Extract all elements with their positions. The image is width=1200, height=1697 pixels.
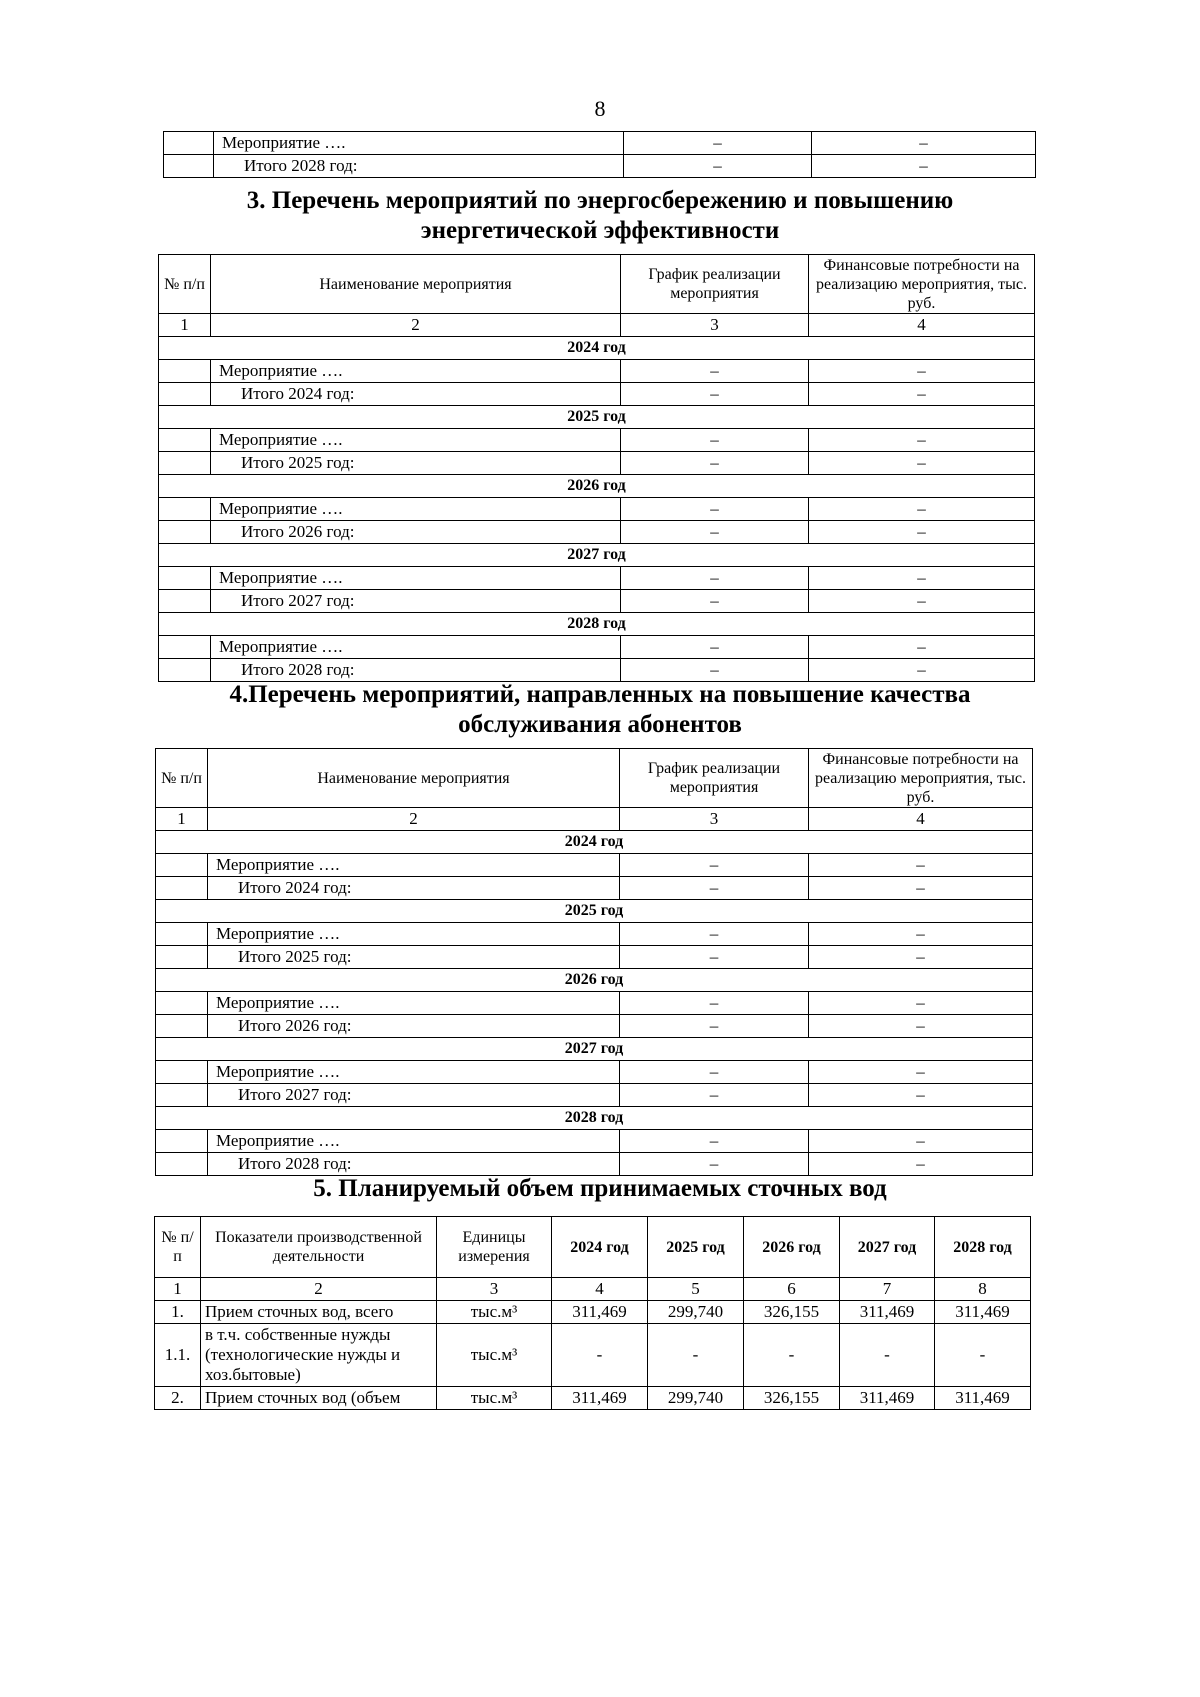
total-row: [156, 877, 1033, 900]
schedule-cell: –: [620, 854, 809, 877]
col-number: 4: [809, 314, 1035, 337]
total-row: [159, 521, 1035, 544]
col-number: 3: [437, 1278, 552, 1301]
value-cell: 311,469: [840, 1387, 935, 1410]
finance-cell: –: [809, 1015, 1033, 1038]
table-row: [159, 567, 1035, 590]
section3-title-line1: 3. Перечень мероприятий по энергосбережению и повышению: [246, 187, 954, 214]
event-name-cell: Мероприятие ….: [211, 498, 621, 521]
total-row: [159, 383, 1035, 406]
header-finance: Финансовые потребности на реализацию мероприятия, тыс. руб.: [809, 749, 1033, 808]
num-cell: [164, 132, 214, 155]
total-row: [159, 452, 1035, 475]
header-name: Наименование мероприятия: [211, 255, 621, 314]
col-number: 2: [211, 314, 621, 337]
table-row: [164, 132, 1036, 155]
schedule-cell: –: [620, 1015, 809, 1038]
year-label: 2024 год: [156, 831, 1033, 854]
event-name-cell: Мероприятие ….: [211, 360, 621, 383]
value-cell: 299,740: [648, 1301, 744, 1324]
table-row: [159, 498, 1035, 521]
event-name-cell: Мероприятие ….: [208, 992, 620, 1015]
schedule-cell: –: [621, 452, 809, 475]
event-name-cell: Мероприятие ….: [211, 636, 621, 659]
total-name-cell: Итого 2028 год:: [214, 155, 624, 178]
finance-cell: –: [809, 452, 1035, 475]
total-name-cell: Итого 2024 год:: [208, 877, 620, 900]
value-cell: -: [840, 1324, 935, 1387]
schedule-cell: –: [620, 1130, 809, 1153]
num-cell: [156, 1015, 208, 1038]
header-year-2026: 2026 год: [744, 1217, 840, 1278]
year-label: 2027 год: [159, 544, 1035, 567]
header-schedule: График реализации мероприятия: [621, 255, 809, 314]
total-name-cell: Итого 2026 год:: [208, 1015, 620, 1038]
finance-cell: –: [809, 923, 1033, 946]
schedule-cell: –: [620, 992, 809, 1015]
year-label: 2024 год: [159, 337, 1035, 360]
col-number: 7: [840, 1278, 935, 1301]
num-cell: [159, 383, 211, 406]
num-cell: [159, 429, 211, 452]
col-number: 4: [809, 808, 1033, 831]
schedule-cell: –: [620, 946, 809, 969]
finance-cell: –: [809, 946, 1033, 969]
num-cell: [159, 636, 211, 659]
event-name-cell: Мероприятие ….: [208, 1061, 620, 1084]
year-row: [156, 1038, 1033, 1061]
table-row: [156, 1130, 1033, 1153]
event-name-cell: Мероприятие ….: [208, 1130, 620, 1153]
column-number-row: [156, 808, 1033, 831]
section4-title-line1: 4.Перечень мероприятий, направленных на повышение качества: [229, 681, 971, 708]
section4-title: [0, 680, 1200, 740]
section3-table: [158, 254, 1035, 682]
event-name-cell: Мероприятие ….: [208, 854, 620, 877]
total-name-cell: Итого 2025 год:: [208, 946, 620, 969]
year-row: [156, 831, 1033, 854]
col-number: 1: [159, 314, 211, 337]
schedule-cell: –: [621, 429, 809, 452]
year-row: [156, 969, 1033, 992]
header-year-2027: 2027 год: [840, 1217, 935, 1278]
num-cell: [156, 1061, 208, 1084]
value-cell: -: [744, 1324, 840, 1387]
header-num: № п/п: [156, 749, 208, 808]
schedule-cell: –: [624, 155, 812, 178]
year-label: 2028 год: [156, 1107, 1033, 1130]
year-row: [159, 475, 1035, 498]
table-row: [159, 636, 1035, 659]
schedule-cell: –: [620, 877, 809, 900]
top-fragment-table: [163, 131, 1036, 178]
col-number: 8: [935, 1278, 1031, 1301]
year-row: [159, 406, 1035, 429]
schedule-cell: –: [621, 659, 809, 682]
schedule-cell: –: [620, 1061, 809, 1084]
value-cell: -: [648, 1324, 744, 1387]
section5-title-text: 5. Планируемый объем принимаемых сточных вод: [313, 1175, 887, 1202]
unit-cell: тыс.м³: [437, 1387, 552, 1410]
schedule-cell: –: [621, 521, 809, 544]
total-name-cell: Итого 2024 год:: [211, 383, 621, 406]
col-number: 1: [156, 808, 208, 831]
total-row: [156, 946, 1033, 969]
finance-cell: –: [809, 521, 1035, 544]
value-cell: 299,740: [648, 1387, 744, 1410]
section4-title-line2: обслуживания абонентов: [458, 711, 742, 738]
table-row: [155, 1387, 1031, 1410]
col-number: 3: [620, 808, 809, 831]
num-cell: [159, 590, 211, 613]
total-row: [156, 1015, 1033, 1038]
num-cell: [156, 854, 208, 877]
year-row: [159, 337, 1035, 360]
num-cell: [159, 659, 211, 682]
value-cell: -: [552, 1324, 648, 1387]
col-number: 5: [648, 1278, 744, 1301]
total-row: [156, 1153, 1033, 1176]
finance-cell: –: [809, 659, 1035, 682]
section5-title: [0, 1174, 1200, 1204]
finance-cell: –: [809, 992, 1033, 1015]
schedule-cell: –: [620, 923, 809, 946]
table-row: [156, 1061, 1033, 1084]
value-cell: 326,155: [744, 1301, 840, 1324]
col-number: 1: [155, 1278, 201, 1301]
indicator-cell: в т.ч. собственные нужды (технологические нужды и хоз.бытовые): [201, 1324, 437, 1387]
schedule-cell: –: [620, 1153, 809, 1176]
col-number: 3: [621, 314, 809, 337]
header-row: [155, 1217, 1031, 1278]
finance-cell: –: [809, 567, 1035, 590]
col-number: 2: [208, 808, 620, 831]
column-number-row: [155, 1278, 1031, 1301]
column-number-row: [159, 314, 1035, 337]
finance-cell: –: [809, 1130, 1033, 1153]
schedule-cell: –: [620, 1084, 809, 1107]
finance-cell: –: [809, 877, 1033, 900]
year-row: [156, 900, 1033, 923]
num-cell: [159, 452, 211, 475]
header-indicator: Показатели производственной деятельности: [201, 1217, 437, 1278]
schedule-cell: –: [621, 360, 809, 383]
header-num: № п/п: [159, 255, 211, 314]
year-label: 2027 год: [156, 1038, 1033, 1061]
header-num: № п/п: [155, 1217, 201, 1278]
num-cell: [156, 877, 208, 900]
num-cell: [156, 923, 208, 946]
value-cell: 311,469: [840, 1301, 935, 1324]
schedule-cell: –: [621, 567, 809, 590]
table-row: [159, 360, 1035, 383]
num-cell: [156, 1084, 208, 1107]
year-label: 2025 год: [159, 406, 1035, 429]
event-name-cell: Мероприятие ….: [214, 132, 624, 155]
table-row: [155, 1324, 1031, 1387]
year-label: 2026 год: [156, 969, 1033, 992]
num-cell: [156, 992, 208, 1015]
event-name-cell: Мероприятие ….: [211, 429, 621, 452]
section5-table: [154, 1216, 1031, 1410]
table-row: [156, 854, 1033, 877]
header-name: Наименование мероприятия: [208, 749, 620, 808]
num-cell: 1.: [155, 1301, 201, 1324]
header-year-2025: 2025 год: [648, 1217, 744, 1278]
finance-cell: –: [809, 429, 1035, 452]
num-cell: [159, 498, 211, 521]
value-cell: 326,155: [744, 1387, 840, 1410]
event-name-cell: Мероприятие ….: [208, 923, 620, 946]
page-number: 8: [594, 96, 606, 121]
header-year-2024: 2024 год: [552, 1217, 648, 1278]
num-cell: [156, 946, 208, 969]
header-unit: Единицы измерения: [437, 1217, 552, 1278]
indicator-cell: Прием сточных вод, всего: [201, 1301, 437, 1324]
finance-cell: –: [812, 132, 1036, 155]
schedule-cell: –: [621, 636, 809, 659]
finance-cell: –: [809, 1084, 1033, 1107]
header-finance: Финансовые потребности на реализацию мероприятия, тыс. руб.: [809, 255, 1035, 314]
schedule-cell: –: [621, 498, 809, 521]
total-name-cell: Итого 2028 год:: [211, 659, 621, 682]
section4-table: [155, 748, 1033, 1176]
year-row: [159, 613, 1035, 636]
section3-title: [0, 186, 1200, 246]
total-row: [159, 659, 1035, 682]
finance-cell: –: [809, 1061, 1033, 1084]
schedule-cell: –: [624, 132, 812, 155]
header-schedule: График реализации мероприятия: [620, 749, 809, 808]
num-cell: [159, 360, 211, 383]
unit-cell: тыс.м³: [437, 1324, 552, 1387]
finance-cell: –: [809, 360, 1035, 383]
indicator-cell: Прием сточных вод (объем: [201, 1387, 437, 1410]
header-row: [156, 749, 1033, 808]
finance-cell: –: [809, 636, 1035, 659]
col-number: 6: [744, 1278, 840, 1301]
num-cell: [156, 1153, 208, 1176]
year-row: [159, 544, 1035, 567]
header-year-2028: 2028 год: [935, 1217, 1031, 1278]
table-row: [156, 923, 1033, 946]
total-name-cell: Итого 2026 год:: [211, 521, 621, 544]
finance-cell: –: [809, 590, 1035, 613]
finance-cell: –: [809, 854, 1033, 877]
num-cell: 2.: [155, 1387, 201, 1410]
total-row: [159, 590, 1035, 613]
col-number: 4: [552, 1278, 648, 1301]
year-row: [156, 1107, 1033, 1130]
unit-cell: тыс.м³: [437, 1301, 552, 1324]
total-name-cell: Итого 2025 год:: [211, 452, 621, 475]
table-row: [155, 1301, 1031, 1324]
finance-cell: –: [812, 155, 1036, 178]
total-name-cell: Итого 2027 год:: [211, 590, 621, 613]
num-cell: [159, 567, 211, 590]
table-row: [159, 429, 1035, 452]
num-cell: [156, 1130, 208, 1153]
num-cell: [164, 155, 214, 178]
section3-title-line2: энергетической эффективности: [420, 217, 780, 244]
finance-cell: –: [809, 383, 1035, 406]
value-cell: 311,469: [552, 1387, 648, 1410]
year-label: 2028 год: [159, 613, 1035, 636]
year-label: 2025 год: [156, 900, 1033, 923]
num-cell: 1.1.: [155, 1324, 201, 1387]
finance-cell: –: [809, 1153, 1033, 1176]
table-row: [164, 155, 1036, 178]
value-cell: -: [935, 1324, 1031, 1387]
col-number: 2: [201, 1278, 437, 1301]
value-cell: 311,469: [935, 1301, 1031, 1324]
total-row: [156, 1084, 1033, 1107]
schedule-cell: –: [621, 590, 809, 613]
total-name-cell: Итого 2028 год:: [208, 1153, 620, 1176]
header-row: [159, 255, 1035, 314]
year-label: 2026 год: [159, 475, 1035, 498]
value-cell: 311,469: [935, 1387, 1031, 1410]
finance-cell: –: [809, 498, 1035, 521]
total-name-cell: Итого 2027 год:: [208, 1084, 620, 1107]
value-cell: 311,469: [552, 1301, 648, 1324]
event-name-cell: Мероприятие ….: [211, 567, 621, 590]
num-cell: [159, 521, 211, 544]
schedule-cell: –: [621, 383, 809, 406]
table-row: [156, 992, 1033, 1015]
